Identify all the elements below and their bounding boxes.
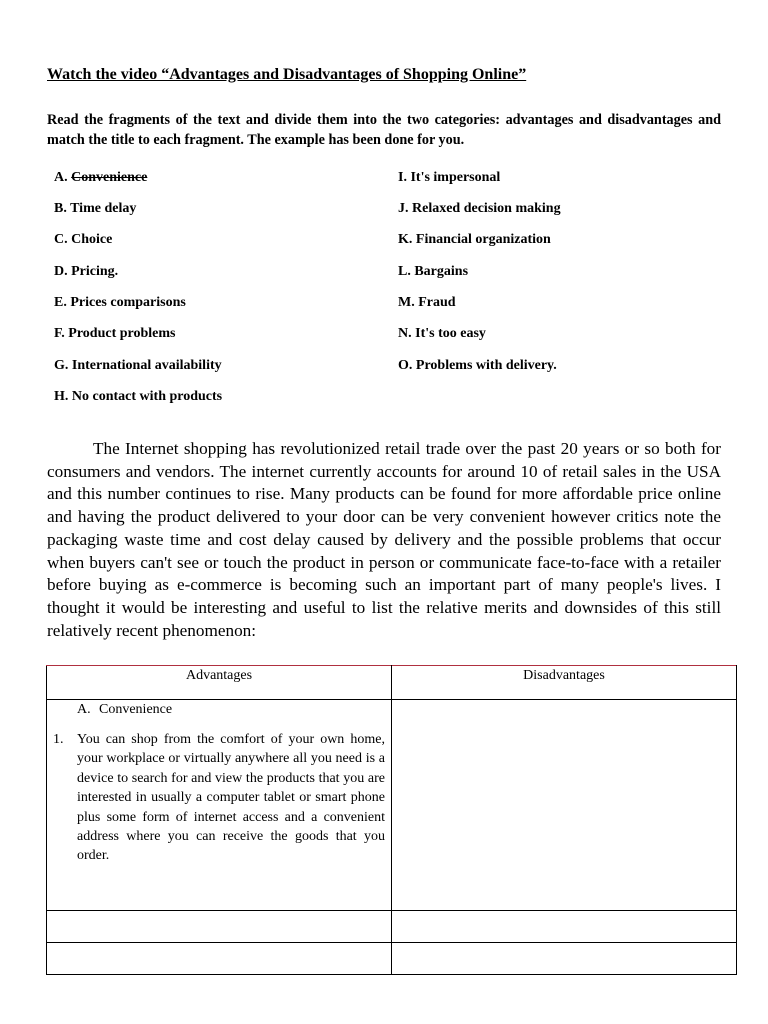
example-item: [47, 730, 391, 866]
disadvantages-cell: [392, 700, 737, 911]
instructions: Read the fragments of the text and divide them into the two categories: advantages and disadvantages and match the title to each fragment. The example has been done for you.: [47, 112, 721, 148]
intro-paragraph: The Internet shopping has revolutionized retail trade over the past 20 years or so both for consumers and vendors. The internet currently accounts for around 10 of retail sales in the USA and this number continues to rise. Many products can be found for more affordable price online and having the product delivered to your door can be very convenient however critics note the packaging waste time and cost delay caused by delivery and the possible problems that occur when buyers can't see or touch the product in person or communicate face-to-face with a retailer before buying as e-commerce is becoming such an important part of many people's lives. I thought it would be interesting and useful to list the relative merits and downsides of this still relatively recent phenomenon:: [47, 439, 721, 640]
option-letter: M.: [398, 295, 415, 310]
empty-cell: [392, 911, 737, 943]
worksheet-title: Watch the video “Advantages and Disadvantages of Shopping Online”: [47, 66, 527, 83]
table-row: [47, 911, 737, 943]
option-letter: O.: [398, 358, 413, 373]
option-text: Problems with delivery.: [415, 358, 557, 373]
merits-table: [46, 665, 737, 975]
option-letter: J.: [398, 201, 409, 216]
example-text: You can shop from the comfort of your own home, your workplace or virtually anywhere all you need is a device to search for and view the products that you are interested in usually a computer tablet or smart phone plus some form of internet access and a convenient address where you can receive the goods that you order.: [77, 732, 385, 864]
disadvantages-header: Disadvantages: [392, 666, 737, 700]
option-e: [54, 295, 186, 311]
option-letter: B.: [54, 201, 67, 216]
option-text: Product problems: [68, 326, 176, 341]
option-letter: K.: [398, 232, 413, 247]
option-m: [398, 295, 456, 311]
option-g: [54, 358, 222, 374]
option-text: Relaxed decision making: [412, 201, 561, 216]
option-text: Fraud: [418, 295, 456, 310]
option-h: [54, 389, 222, 405]
option-l: [398, 264, 468, 280]
option-d: [54, 264, 118, 280]
option-text: Bargains: [414, 264, 469, 279]
option-text: It's impersonal: [410, 170, 501, 185]
option-text: It's too easy: [415, 326, 486, 341]
option-letter: A.: [54, 170, 68, 185]
option-text-struck: Convenience: [71, 170, 148, 185]
option-letter: H.: [54, 389, 69, 404]
option-text: Prices comparisons: [70, 295, 186, 310]
option-j: [398, 201, 561, 217]
option-text: Financial organization: [415, 232, 551, 247]
option-letter: E.: [54, 295, 67, 310]
option-letter: G.: [54, 358, 69, 373]
option-letter: D.: [54, 264, 68, 279]
option-letter: F.: [54, 326, 65, 341]
option-text: Time delay: [70, 201, 137, 216]
option-k: [398, 232, 551, 248]
option-letter: I.: [398, 170, 407, 185]
option-i: [398, 170, 500, 186]
option-c: [54, 232, 112, 248]
empty-cell: [392, 943, 737, 975]
table-header-row: [47, 666, 737, 700]
example-number: 1.: [53, 732, 64, 747]
example-heading-letter: A.: [77, 702, 91, 717]
table-row: [47, 700, 737, 911]
option-a: [54, 170, 147, 186]
option-b: [54, 201, 136, 217]
option-text: Choice: [71, 232, 113, 247]
example-heading: [47, 700, 391, 718]
empty-cell: [47, 911, 392, 943]
option-text: Pricing.: [71, 264, 119, 279]
option-letter: C.: [54, 232, 68, 247]
option-f: [54, 326, 176, 342]
advantages-cell: [47, 700, 392, 911]
option-text: International availability: [71, 358, 222, 373]
option-n: [398, 326, 486, 342]
table-row: [47, 943, 737, 975]
option-letter: L.: [398, 264, 411, 279]
empty-cell: [47, 943, 392, 975]
option-letter: N.: [398, 326, 412, 341]
option-o: [398, 358, 557, 374]
example-heading-text: Convenience: [99, 702, 173, 717]
advantages-header: Advantages: [47, 666, 392, 700]
option-text: No contact with products: [71, 389, 223, 404]
